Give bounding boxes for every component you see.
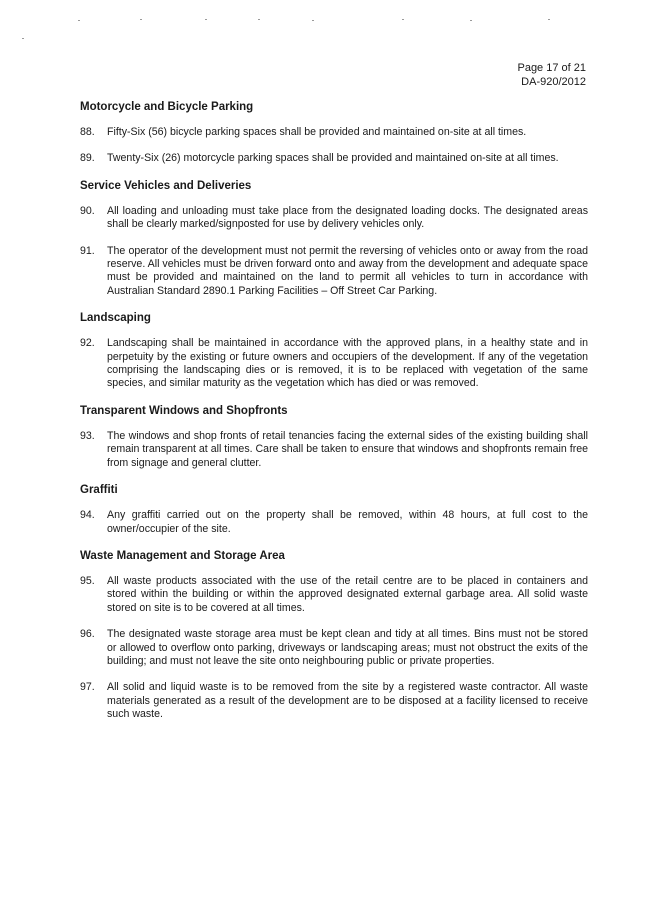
condition-item: [80, 152, 588, 165]
condition-item: [80, 509, 588, 536]
condition-number: 90.: [80, 204, 95, 217]
section-waste-management: [80, 549, 588, 722]
condition-item: [80, 337, 588, 391]
condition-item: [80, 430, 588, 470]
page-number: Page 17 of 21: [517, 62, 586, 74]
condition-text: Landscaping shall be maintained in accordance with the approved plans, in a healthy state and in perpetuity by the existing or future owners and occupiers of the development. If any of the vegetation comprising the landscaping dies or is removed, it is to be replaced with vegetation of the same species, and similar maturity as the vegetation which has died or was removed.: [107, 337, 588, 390]
condition-item: [80, 628, 588, 668]
section-service-vehicles: [80, 179, 588, 298]
condition-text: All solid and liquid waste is to be removed from the site by a registered waste contractor. All waste materials generated as a result of the development are to be disposed at a facility licensed to receive such waste.: [107, 681, 588, 721]
condition-number: 89.: [80, 152, 95, 165]
page-header: [517, 61, 586, 89]
condition-number: 91.: [80, 244, 95, 257]
condition-number: 88.: [80, 126, 95, 138]
section-landscaping: [80, 311, 588, 391]
condition-number: 92.: [80, 337, 95, 350]
condition-text: The windows and shop fronts of retail tenancies facing the external sides of the existing building shall remain transparent at all times. Care shall be taken to ensure that windows and shopfronts remain free from signage and general clutter.: [107, 429, 588, 469]
condition-item: [80, 126, 588, 139]
condition-item: [80, 575, 588, 615]
condition-text: All loading and unloading must take place from the designated loading docks. The designated areas shall be clearly marked/signposted for use by delivery vehicles only.: [107, 204, 588, 231]
condition-number: 95.: [80, 574, 95, 587]
condition-item: [80, 205, 588, 232]
condition-number: 93.: [80, 429, 95, 442]
section-graffiti: [80, 483, 588, 536]
section-heading: Service Vehicles and Deliveries: [80, 179, 252, 192]
section-heading: Landscaping: [80, 312, 151, 325]
condition-item: [80, 245, 588, 299]
condition-number: 94.: [80, 509, 95, 522]
condition-text: Twenty-Six (26) motorcycle parking spaces shall be provided and maintained on-site at all times.: [107, 152, 559, 165]
reference-number: DA-920/2012: [521, 76, 586, 88]
condition-text: All waste products associated with the use of the retail centre are to be placed in containers and stored within the building or within the approved designated external garbage area. All solid waste stored on site is to be covered at all times.: [107, 574, 588, 614]
section-heading: Graffiti: [80, 484, 118, 497]
condition-number: 96.: [80, 628, 95, 641]
condition-text: The operator of the development must not permit the reversing of vehicles onto or away from the road reserve. All vehicles must be driven forward onto and away from the development and adequate space must be provided and maintained on the land to permit all vehicles to turn in accordance with Australian Standard 2890.1 Parking Facilities – Off Street Car Parking.: [107, 244, 588, 297]
section-heading: Transparent Windows and Shopfronts: [80, 404, 288, 417]
conditions-body: [80, 100, 588, 735]
condition-item: [80, 681, 588, 721]
section-heading: Motorcycle and Bicycle Parking: [80, 101, 254, 113]
condition-number: 97.: [80, 681, 95, 694]
section-heading: Waste Management and Storage Area: [80, 549, 285, 562]
condition-text: The designated waste storage area must be kept clean and tidy at all times. Bins must not be stored or allowed to overflow onto parking, driveways or landscaping areas; must not obstruct the exits of the building; and must not leave the site onto neighbouring public or private properties.: [107, 628, 588, 667]
condition-text: Fifty-Six (56) bicycle parking spaces shall be provided and maintained on-site at all times.: [107, 126, 527, 138]
section-motorcycle-bicycle-parking: [80, 100, 588, 166]
condition-text: Any graffiti carried out on the property shall be removed, within 48 hours, at full cost to the owner/occupier of the site.: [107, 509, 588, 535]
section-transparent-windows: [80, 404, 588, 470]
